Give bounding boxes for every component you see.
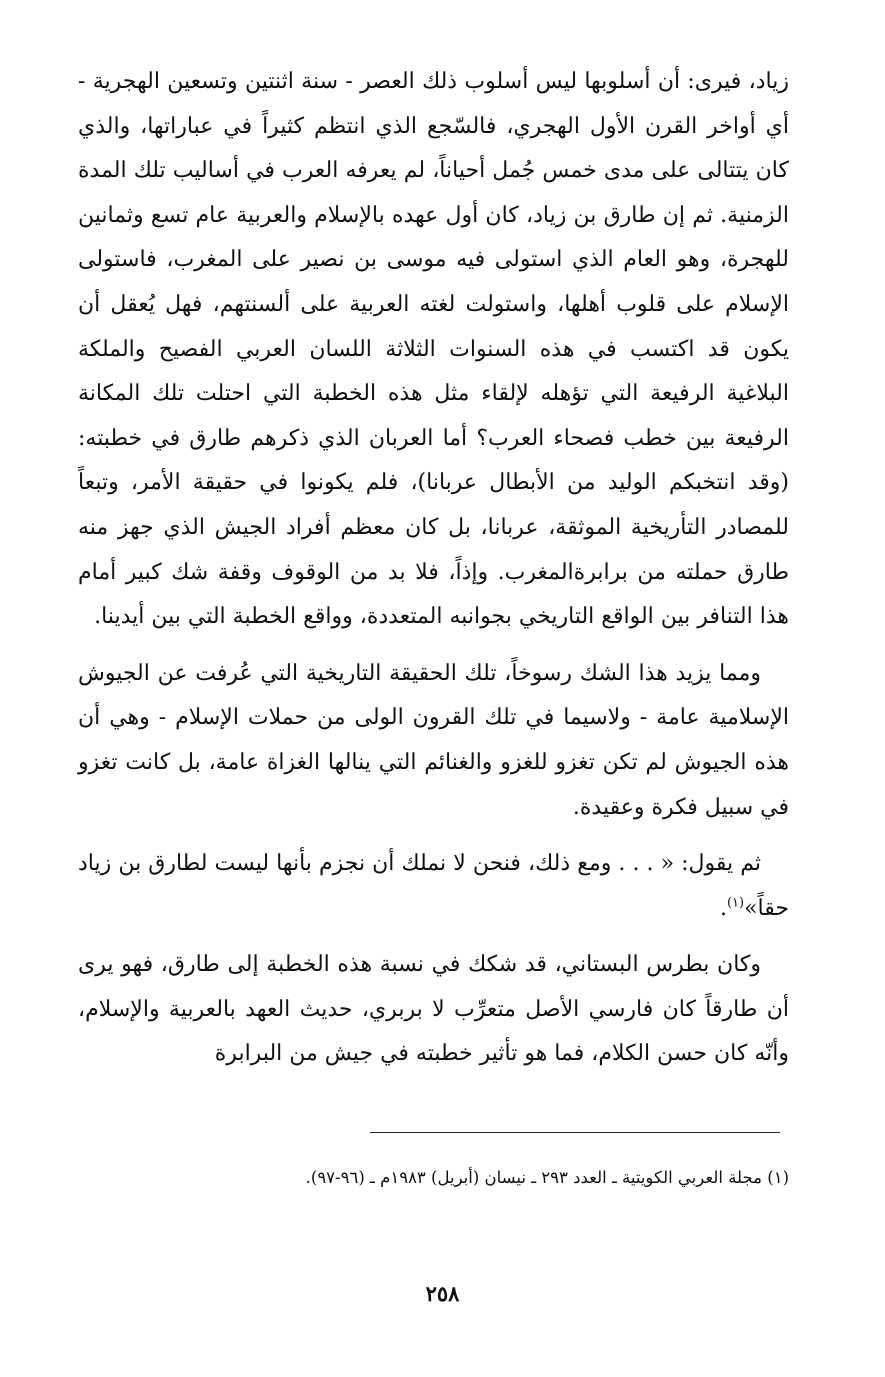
page-number: ٢٥٨ [425,1281,460,1306]
main-text [78,60,789,1077]
footnote: (١) مجلة العربي الكويتية ـ العدد ٢٩٣ ـ نيسان (أبريل) ١٩٨٣م ـ (٩٦-٩٧). [305,1168,789,1187]
paragraph-1 [78,60,789,640]
paragraph-2 [78,652,789,830]
paragraph-4-text: وكان بطرس البستاني، قد شكك في نسبة هذه الخطبة إلى طارق، فهو يرى أن طارقاً كان فارسي الأصل متعرِّب لا بربري، حديث العهد بالعربية والإسلام، وأنّه كان حسن الكلام، فما هو تأثير خطبته في جيش من البرابرة [78,952,789,1067]
footnote-separator [370,1132,780,1133]
paragraph-2-text: ومما يزيد هذا الشك رسوخاً، تلك الحقيقة التاريخية التي عُرفت عن الجيوش الإسلامية عامة - ولاسيما في تلك القرون الولى من حملات الإسلام - وهي أن هذه الجيوش لم تكن تغزو للغزو والغنائم التي ينالها الغزاة عامة، بل كانت تغزو في سبيل فكرة وعقيدة. [78,660,789,820]
paragraph-3-text: ثم يقول: « . . . ومع ذلك، فنحن لا نملك أن نجزم بأنها ليست لطارق بن زياد حقاً» [78,851,789,921]
paragraph-3 [78,842,789,931]
paragraph-3-end: . [719,895,727,921]
footnote-reference: (١) [726,895,745,911]
paragraph-1-text: زياد، فيرى: أن أسلوبها ليس أسلوب ذلك العصر - سنة اثنتين وتسعين الهجرية - أي أواخر القرن الأول الهجري، فالسّجع الذي انتظم كثيراً في عباراتها، والذي كان يتتالى على مدى خمس جُمل أحياناً، لم يعرفه العرب في أساليب تلك المدة الزمنية. ثم إن طارق بن زياد، كان أول عهده بالإسلام والعربية عام تسع وثمانين للهجرة، وهو العام الذي استولى فيه موسى بن نصير على المغرب، فاستولى الإسلام على قلوب أهلها، واستولت لغته العربية على ألسنتهم، فهل يُعقل أن يكون قد اكتسب في هذه السنوات الثلاثة اللسان العربي الفصيح والملكة البلاغية الرفيعة التي تؤهله لإلقاء مثل هذه الخطبة التي احتلت تلك المكانة الرفيعة بين خطب فصحاء العرب؟ أما العربان الذي ذكرهم طارق في خطبته: (وقد انتخبكم الوليد من الأبطال عربانا)، فلم يكونوا في حقيقة الأمر، وتبعاً للمصادر التأريخية الموثقة، عربانا، بل كان معظم أفراد الجيش الذي جهز منه طارق حملته من برابرةالمغرب. وإذاً، فلا بد من الوقوف وقفة شك كبير أمام هذا التنافر بين الواقع التاريخي بجوانبه المتعددة، وواقع الخطبة التي بين أيدينا. [78,69,789,630]
paragraph-4 [78,943,789,1077]
